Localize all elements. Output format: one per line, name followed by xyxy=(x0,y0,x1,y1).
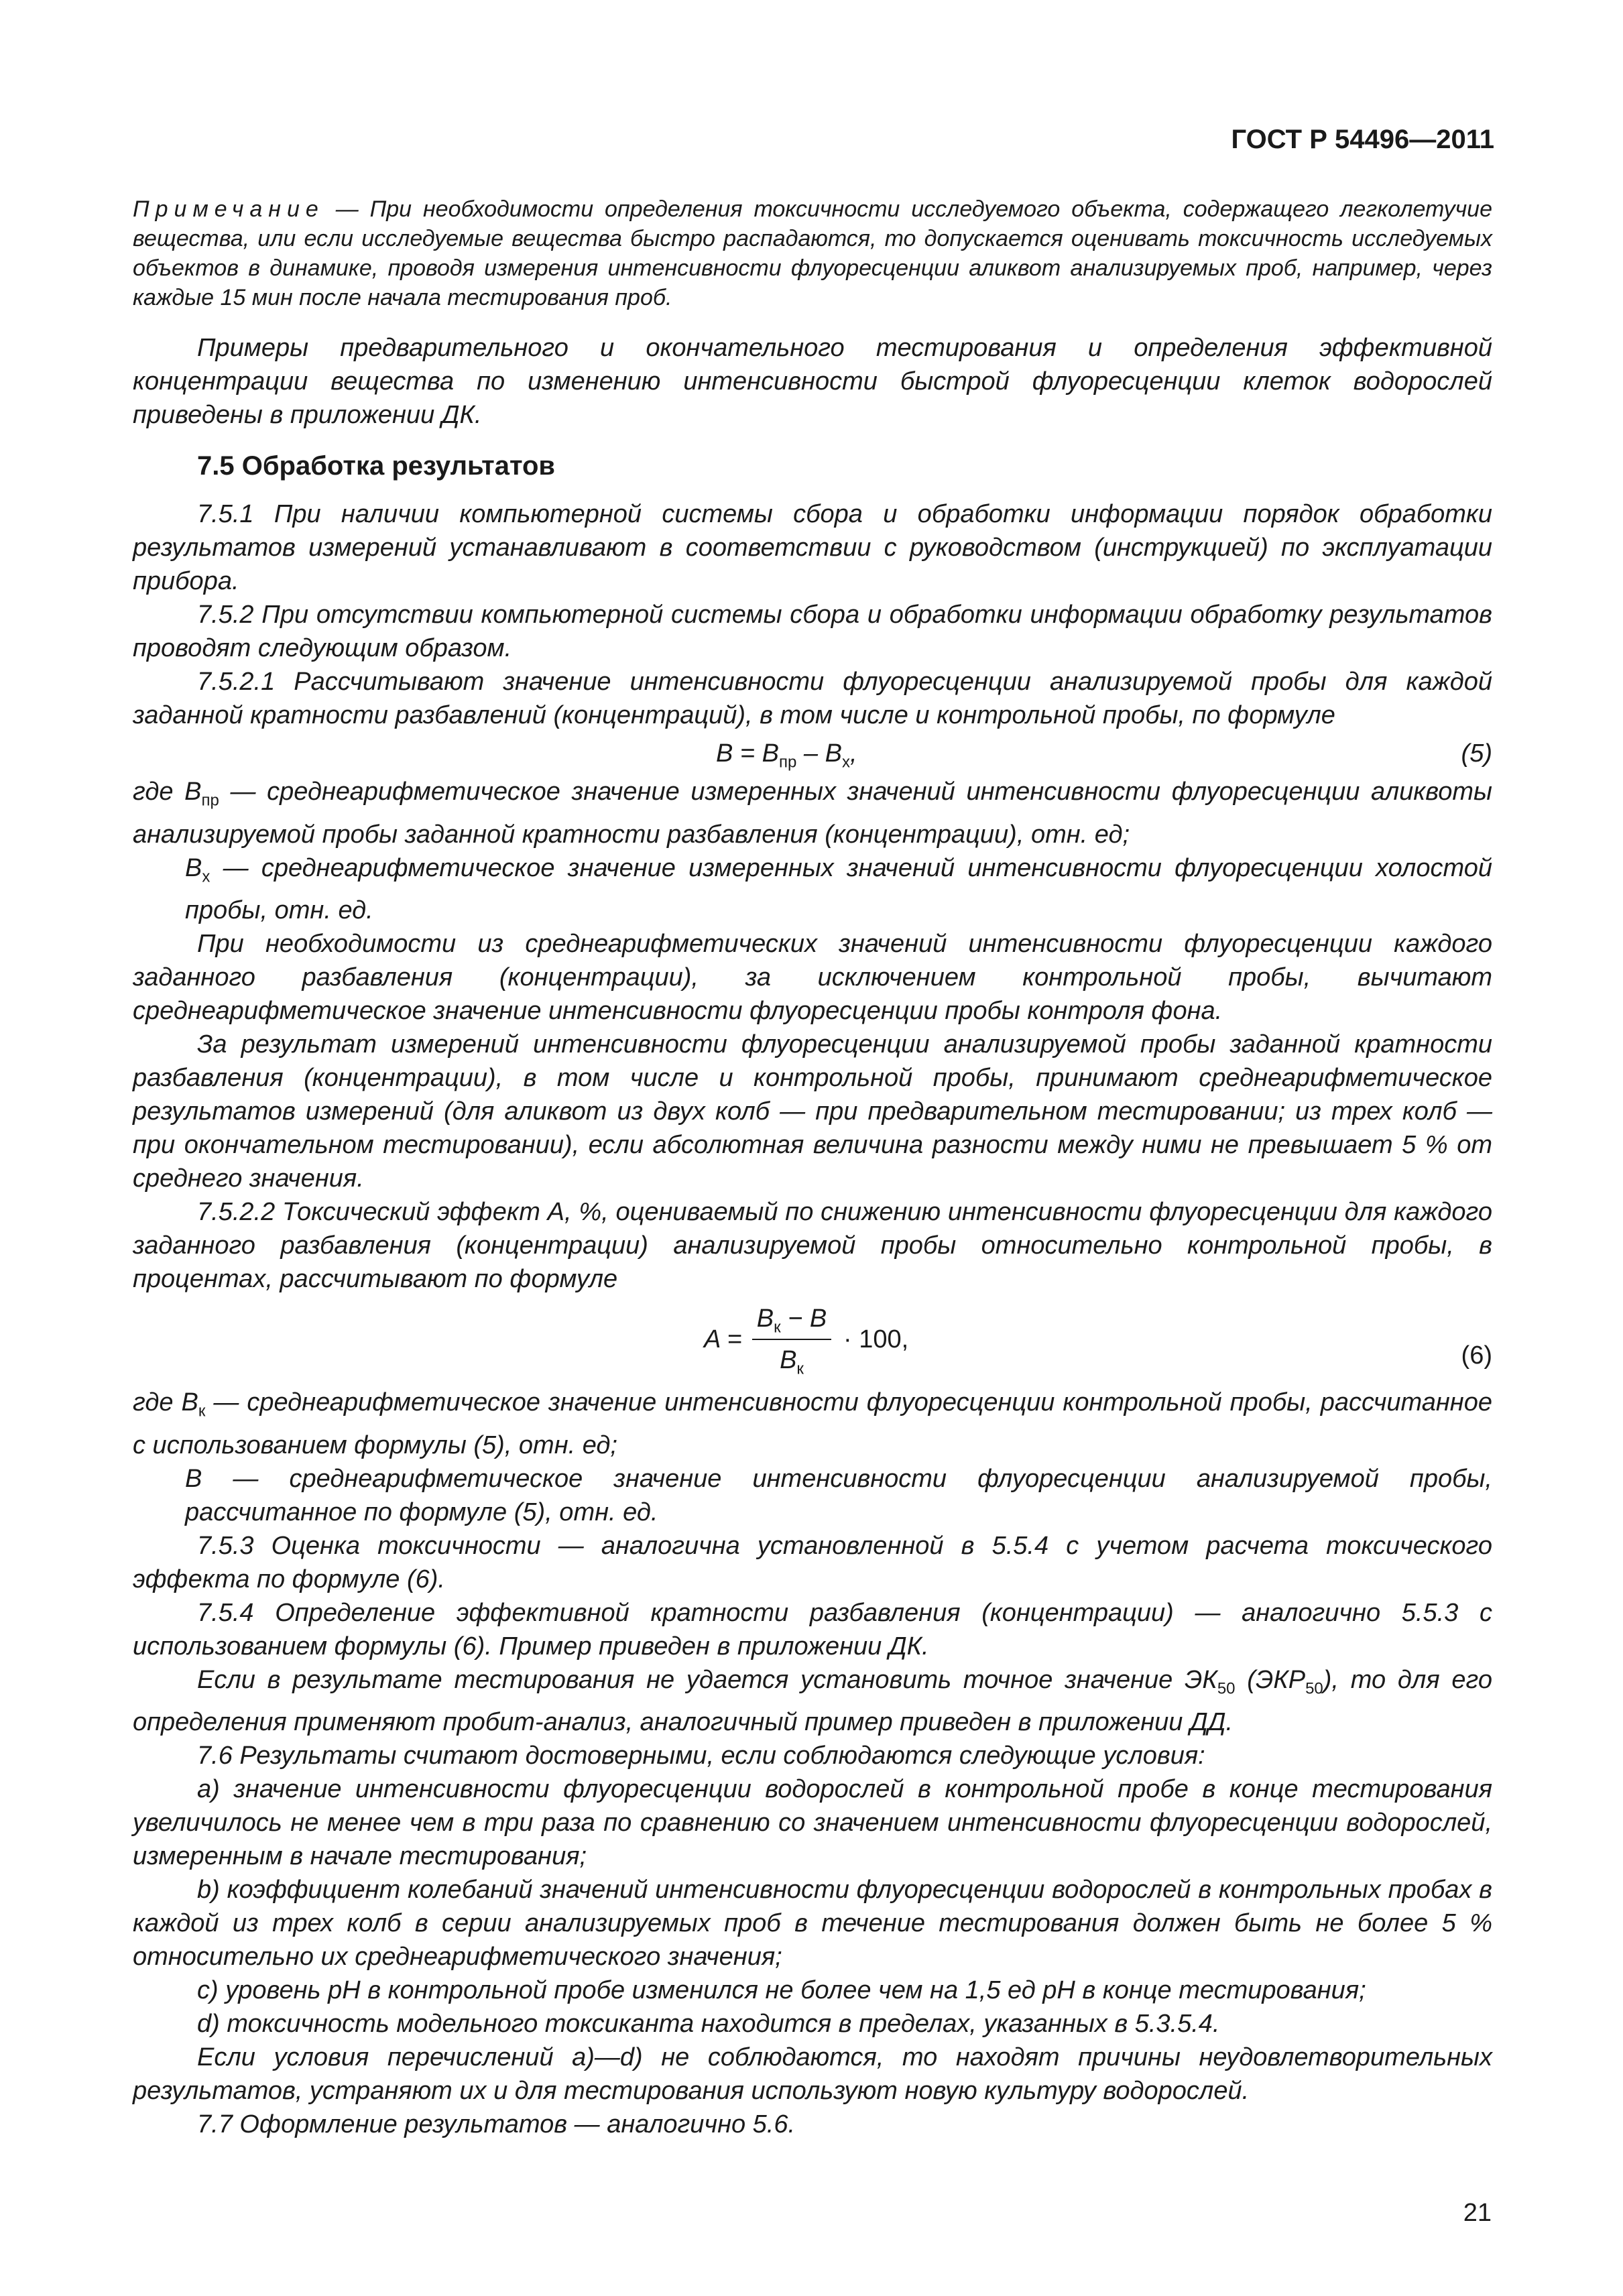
condition-c: c) уровень pH в контрольной пробе изменился не более чем на 1,5 ед pH в конце тестирования; xyxy=(197,1976,1366,2005)
denominator-sub: к xyxy=(796,1360,804,1378)
formula-5-sub-pr: пр xyxy=(779,753,797,772)
formula-6-number: (6) xyxy=(1461,1341,1492,1370)
formula-6-denominator xyxy=(748,1343,835,1378)
document-header: ГОСТ Р 54496—2011 xyxy=(1231,125,1494,154)
b-pr-subscript: пр xyxy=(201,791,219,810)
definition-b: B — среднеарифметическое значение интенсивности флуоресценции анализируемой пробы, рассчитанное по формуле (5), отн. ед. xyxy=(185,1464,1492,1526)
paragraph-7-7: 7.7 Оформление результатов — аналогично 5.6. xyxy=(197,2110,796,2139)
b-pr-text: — среднеарифметическое значение измеренных значений интенсивности флуоресценции аликвоты анализируемой пробы заданной кратности разбавления (концентрации), отн. ед; xyxy=(133,778,1492,849)
ek-text-c: ), то для его определения применяют пробит-анализ, аналогичный пример приведен в приложении ДД. xyxy=(133,1665,1492,1737)
note-paragraph xyxy=(133,194,1492,312)
paragraph-7-5-2-1: 7.5.2.1 Рассчитывают значение интенсивности флуоресценции анализируемой пробы для каждой заданной кратности разбавлений (концентраций), в том числе и контрольной пробы, по формуле xyxy=(133,668,1492,729)
formula-5-number: (5) xyxy=(1461,739,1492,768)
numerator-sub: к xyxy=(774,1318,781,1337)
paragraph-background: При необходимости из среднеарифметических значений интенсивности флуоресценции каждого заданного разбавления (концентрации), за исключением контрольной пробы, вычитают среднеарифметическое значение интенсивности флуоресценции пробы контроля фона. xyxy=(133,930,1492,1026)
ek-text-b: (ЭКР xyxy=(1235,1665,1306,1694)
note-text: — При необходимости определения токсичности исследуемого объекта, содержащего легколетучие вещества, или если исследуемые вещества быстро распадаются, то допускается оценивать токсичность исследуемых объектов в динамике, проводя измерения интенсивности флуоресценции аликвот анализируемых проб, например, через каждые 15 мин после начала тестирования проб. xyxy=(133,196,1492,310)
b-x-text: — среднеарифметическое значение измеренных значений интенсивности флуоресценции холостой пробы, отн. ед. xyxy=(185,853,1492,925)
paragraph-failure: Если условия перечислений a)—d) не соблюдаются, то находят причины неудовлетворительных результатов, устраняют их и для тестирования используют новую культуру водорослей. xyxy=(133,2043,1492,2106)
formula-6-numerator xyxy=(748,1301,835,1336)
paragraph-7-6: 7.6 Результаты считают достоверными, если соблюдаются следующие условия: xyxy=(197,1742,1205,1770)
paragraph-7-5-2-2: 7.5.2.2 Токсический эффект А, %, оцениваемый по снижению интенсивности флуоресценции для каждого заданного разбавления (концентрации) анализируемой пробы относительно контрольной пробы, в процентах, рассчитывают по формуле xyxy=(133,1198,1492,1294)
formula-6-rhs: · 100, xyxy=(843,1325,909,1354)
paragraph-ek50 xyxy=(133,1663,1492,1740)
paragraph-7-5-1: 7.5.1 При наличии компьютерной системы сбора и обработки информации порядок обработки результатов измерений устанавливают в соответствии с руководством (инструкцией) по эксплуатации прибора. xyxy=(133,500,1492,595)
where-label: где xyxy=(133,778,185,806)
ek-sub-50: 50 xyxy=(1217,1679,1236,1698)
numerator-tail: − B xyxy=(780,1305,827,1333)
b-k-text: — среднеарифметическое значение интенсивности флуоресценции контрольной пробы, рассчитанное с использованием формулы (5), отн. ед; xyxy=(133,1388,1492,1459)
denominator-b: B xyxy=(780,1346,797,1375)
formula-6-fraction xyxy=(748,1301,835,1378)
paragraph-7-5-4: 7.5.4 Определение эффективной кратности разбавления (концентрации) — аналогично 5.5.3 с использованием формулы (6). Пример приведен в приложении ДК. xyxy=(133,1598,1492,1660)
formula-5-lhs: B = B xyxy=(716,739,779,768)
formula-5-mid: – B xyxy=(796,739,842,768)
numerator-b: B xyxy=(756,1305,774,1333)
formula-6 xyxy=(133,1301,1492,1382)
ekr-sub-50: 50 xyxy=(1305,1679,1323,1698)
b-k-subscript: к xyxy=(198,1402,206,1421)
section-title: 7.5 Обработка результатов xyxy=(197,451,556,481)
b-pr-symbol: B xyxy=(184,778,202,806)
condition-a: a) значение интенсивности флуоресценции водорослей в контрольной пробе в конце тестирования увеличилось не менее чем в три раза по сравнению со значением интенсивности флуоресценции водорослей, измеренным в начале тестирования; xyxy=(133,1775,1492,1871)
fraction-bar xyxy=(752,1339,831,1340)
paragraph-result: За результат измерений интенсивности флуоресценции анализируемой пробы заданной кратности разбавления (концентрации), в том числе и контрольной пробы, принимают среднеарифметическое результатов измерений (для аликвот из двух колб — при предварительном тестировании; из трех колб — при окончательном тестировании), если абсолютная величина разности между ними не превышает 5 % от среднего значения. xyxy=(133,1030,1492,1193)
where-label-2: где xyxy=(133,1388,182,1417)
definition-b-pr xyxy=(133,775,1492,851)
formula-5-tail: , xyxy=(849,739,857,768)
b-x-symbol: B xyxy=(185,853,202,882)
b-x-subscript: х xyxy=(202,867,211,886)
b-k-symbol: B xyxy=(181,1388,198,1417)
page-number: 21 xyxy=(1463,2199,1492,2227)
paragraph-7-5-2: 7.5.2 При отсутствии компьютерной системы сбора и обработки информации обработку результатов проводят следующим образом. xyxy=(133,601,1492,662)
formula-5-expression xyxy=(716,735,857,782)
intro-paragraph: Примеры предварительного и окончательного тестирования и определения эффективной концентрации вещества по изменению интенсивности быстрой флуоресценции клеток водорослей приведены в приложении ДК. xyxy=(133,334,1492,429)
formula-5 xyxy=(133,735,1492,772)
page-content xyxy=(133,194,1492,2141)
formula-6-lhs: A = xyxy=(704,1325,742,1354)
definition-b-x xyxy=(185,851,1492,928)
ek-text-a: Если в результате тестирования не удается установить точное значение ЭК xyxy=(197,1665,1217,1694)
paragraph-7-5-3: 7.5.3 Оценка токсичности — аналогична установленной в 5.5.4 с учетом расчета токсического эффекта по формуле (6). xyxy=(133,1531,1492,1593)
condition-b: b) коэффициент колебаний значений интенсивности флуоресценции водорослей в контрольных пробах в каждой из трех колб в серии анализируемых проб в течение тестирования должен быть не более 5 % относительно их среднеарифметического значения; xyxy=(133,1876,1492,1972)
definition-b-k xyxy=(133,1386,1492,1462)
formula-5-sub-x: х xyxy=(841,753,850,772)
condition-d: d) токсичность модельного токсиканта находится в пределах, указанных в 5.3.5.4. xyxy=(197,2010,1220,2039)
note-label: Примечание xyxy=(133,196,324,222)
